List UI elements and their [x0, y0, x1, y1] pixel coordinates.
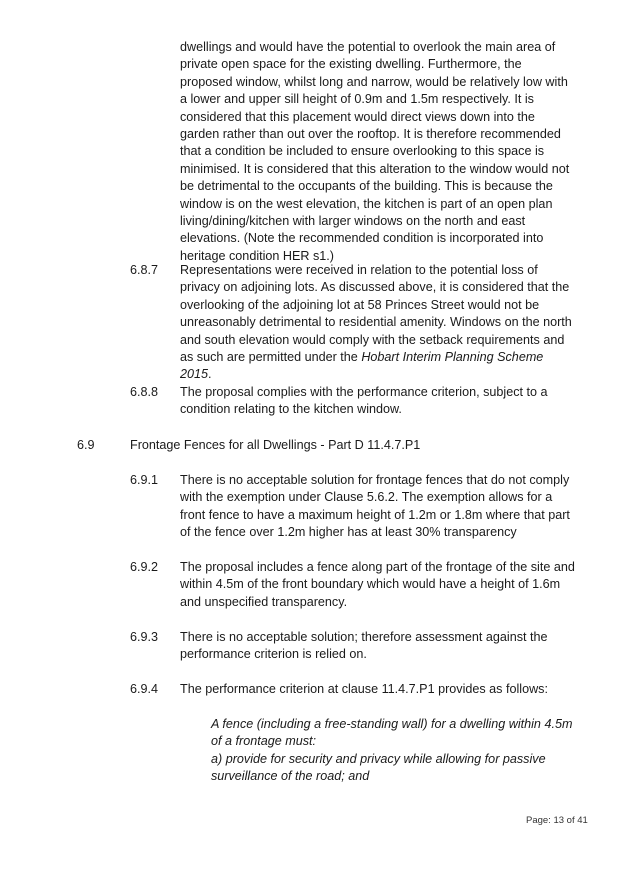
section-number-6-9: 6.9 [77, 438, 95, 452]
continuation-paragraph: dwellings and would have the potential to overlook the main area of private open space for the existing dwelling. Furthermore, the proposed window, whilst long and narrow, would be relatively low with a lower and upper sill height of 0.9m and 1.5m respectively. It is considered that this placement would direct views down into the garden rather than out over the rooftop. It is therefore recommended that a condition be included to ensure overlooking to this space is minimised. It is considered that this alteration to the window would not be detrimental to the occupants of the building. This is because the window is on the west elevation, the kitchen is part of an open plan living/dining/kitchen with larger windows on the north and east elevations. (Note the recommended condition is incorporated into heritage condition HER s1.) [180, 40, 570, 263]
paragraph-number-6-9-4: 6.9.4 [130, 682, 159, 696]
paragraph-6-9-1: There is no acceptable solution for frontage fences that do not comply with the exemption under Clause 5.6.2. The exemption allows for a front fence to have a maximum height of 1.2m or 1.8m where that part of the fence over 1.2m higher has at least 30% transparency [180, 473, 570, 540]
paragraph-number-6-8-7: 6.8.7 [130, 263, 159, 277]
planning-scheme-title: Hobart Interim Planning Scheme 2015 [180, 350, 544, 382]
paragraph-6-8-8: The proposal complies with the performance criterion, subject to a condition relating to the kitchen window. [180, 385, 548, 417]
section-title-6-9: Frontage Fences for all Dwellings - Part D 11.4.7.P1 [130, 438, 421, 452]
quote-line-2: a) provide for security and privacy while allowing for passive surveillance of the road; and [211, 751, 546, 784]
paragraph-6-9-3: There is no acceptable solution; therefore assessment against the performance criterion is relied on. [180, 630, 548, 662]
paragraph-6-8-7 [180, 262, 576, 384]
paragraph-number-6-9-1: 6.9.1 [130, 473, 159, 487]
paragraph-number-6-8-8: 6.8.8 [130, 385, 159, 399]
paragraph-6-9-2: The proposal includes a fence along part of the frontage of the site and within 4.5m of the front boundary which would have a height of 1.6m and unspecified transparency. [180, 560, 575, 609]
performance-criterion-quote [211, 716, 577, 786]
paragraph-number-6-9-3: 6.9.3 [130, 630, 159, 644]
paragraph-number-6-9-2: 6.9.2 [130, 560, 159, 574]
quote-line-1: A fence (including a free-standing wall) for a dwelling within 4.5m of a frontage must: [211, 717, 573, 749]
paragraph-6-9-4: The performance criterion at clause 11.4.7.P1 provides as follows: [180, 682, 548, 696]
paragraph-6-8-7-end: . [208, 367, 212, 382]
page-number-footer: Page: 13 of 41 [526, 815, 588, 826]
paragraph-6-8-7-text: Representations were received in relation to the potential loss of privacy on adjoining lots. As discussed above, it is considered that the overlooking of the adjoining lot at 58 Princes Street would not be unreasonably detrimental to residential amenity. Windows on the north and south elevation would comply with the setback requirements and as such are permitted under the [180, 263, 572, 365]
